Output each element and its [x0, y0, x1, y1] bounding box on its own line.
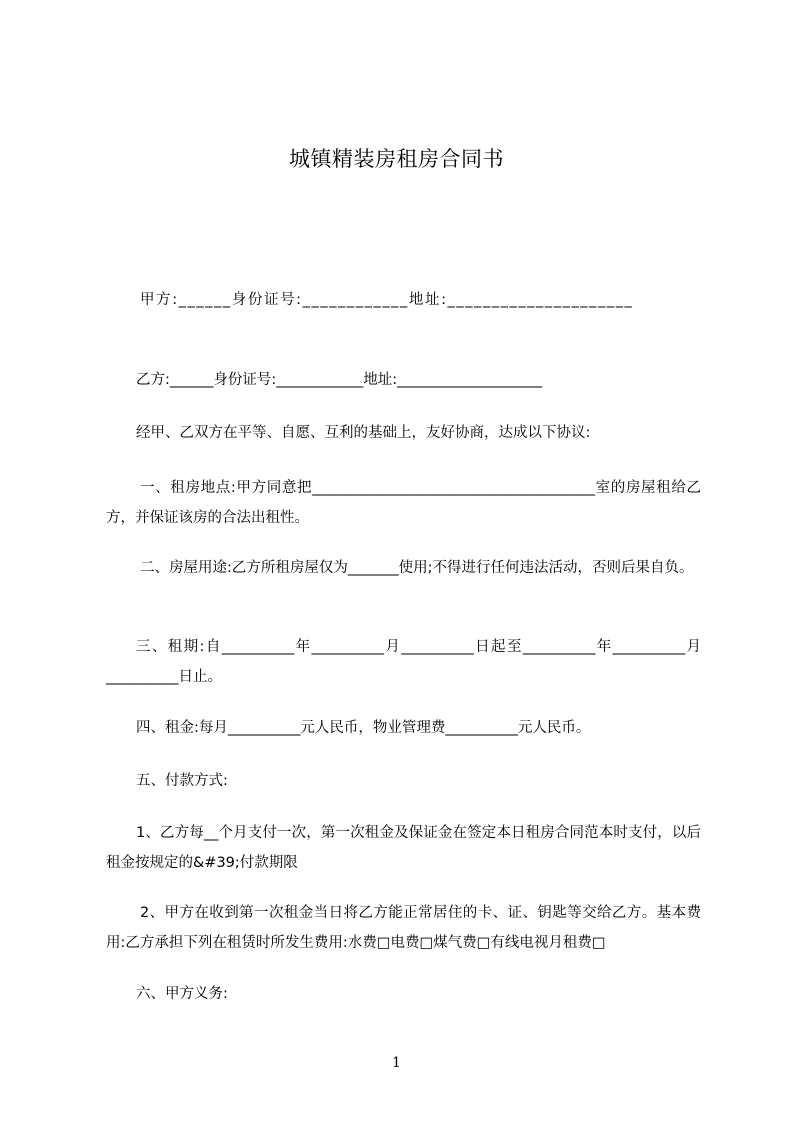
clause-3: 三、租期:自__________年__________月__________日起至__________年__________月__________日止。: [106, 639, 701, 685]
clause-6: 六、甲方义务:: [136, 986, 228, 1002]
clause-2: 二、房屋用途:乙方所租房屋仅为_______使用;不得进行任何违法活动，否则后果自负。: [140, 560, 694, 576]
intro-paragraph: 经甲、乙双方在平等、自愿、互利的基础上，友好协商，达成以下协议:: [136, 425, 591, 441]
clause-5: 五、付款方式:: [136, 773, 228, 789]
clause-4: 四、租金:每月__________元人民币，物业管理费__________元人民币。: [136, 720, 591, 736]
clause-5-item-1: 1、乙方每__个月支付一次，第一次租金及保证金在签定本日租房合同范本时支付，以后租金按规定的&#39;付款期限: [106, 825, 701, 871]
party-a-line: 甲方:______身份证号:____________地址:_____________________: [140, 292, 634, 308]
party-b-line: 乙方:______身份证号:____________地址:____________________: [136, 372, 543, 388]
document-title: 城镇精装房租房合同书: [289, 147, 504, 171]
page-number: 1: [392, 1055, 401, 1071]
clause-5-item-2: 2、甲方在收到第一次租金当日将乙方能正常居住的卡、证、钥匙等交给乙方。基本费用:乙方承担下列在租赁时所发生费用:水费□电费□煤气费□有线电视月租费□: [106, 905, 701, 951]
clause-1: 一、租房地点:甲方同意把_______________________________________室的房屋租给乙方，并保证该房的合法出租性。: [106, 480, 701, 526]
